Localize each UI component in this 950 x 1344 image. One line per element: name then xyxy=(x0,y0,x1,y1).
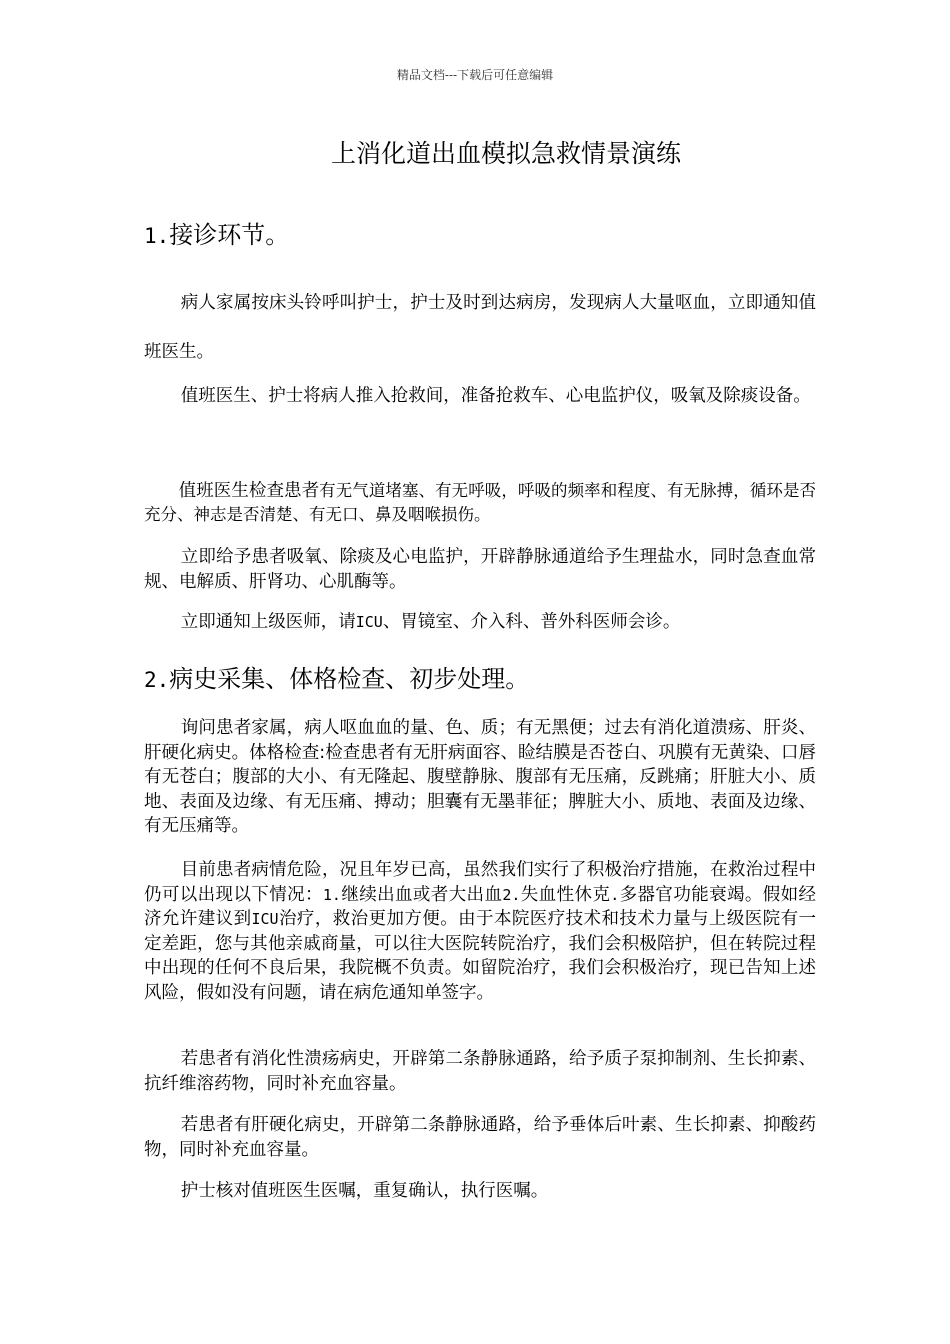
section-2-paragraph-4: 若患者有肝硬化病史，开辟第二条静脉通路，给予垂体后叶素、生长抑素、抑酸药物，同时补充血容量。 xyxy=(144,1115,816,1160)
section-1-paragraph-4: 立即给予患者吸氧、除痰及心电监护，开辟静脉通道给予生理盐水，同时急查血常规、电解质、肝肾功、心肌酶等。 xyxy=(144,547,816,592)
section-1-paragraph-1: 病人家属按床头铃呼叫护士，护士及时到达病房，发现病人大量呕血，立即通知值班医生。 xyxy=(144,293,816,362)
section-1-paragraph-5: 立即通知上级医师，请ICU、胃镜室、介入科、普外科医师会诊。 xyxy=(180,612,681,632)
section-2-paragraph-5: 护士核对值班医生医嘱，重复确认，执行医嘱。 xyxy=(180,1181,549,1201)
paragraph-lead: 值班医生检查患者 xyxy=(178,481,320,501)
section-1-title: 接诊环节。 xyxy=(169,221,290,249)
section-2-heading xyxy=(144,659,816,694)
section-2-paragraph-3: 若患者有消化性溃疡病史，开辟第二条静脉通路，给予质子泵抑制剂、生长抑素、抗纤维溶药物，同时补充血容量。 xyxy=(144,1049,816,1094)
document-title: 上消化道出血模拟急救情景演练 xyxy=(330,139,681,168)
section-1-heading xyxy=(144,215,816,250)
section-2-paragraph-1: 询问患者家属，病人呕血血的量、色、质；有无黑便；过去有消化道溃疡、肝炎、肝硬化病史。体格检查:检查患者有无肝病面容、睑结膜是否苍白、巩膜有无黄染、口唇有无苍白；腹部的大小、有无隆起、腹壁静脉、腹部有无压痛，反跳痛；肝脏大小、质地、表面及边缘、有无压痛、搏动；胆囊有无墨菲征；脾脏大小、质地、表面及边缘、有无压痛等。 xyxy=(144,718,816,836)
section-2-paragraph-2: 目前患者病情危险，况且年岁已高，虽然我们实行了积极治疗措施，在救治过程中仍可以出现以下情况：1.继续出血或者大出血2.失血性休克.多器官功能衰竭。假如经济允许建议到ICU治疗，救治更加方便。由于本院医疗技术和技术力量与上级医院有一定差距，您与其他亲戚商量，可以往大医院转院治疗，我们会积极陪护，但在转院过程中出现的任何不良后果，我院概不负责。如留院治疗，我们会积极治疗，现已告知上述风险，假如没有问题，请在病危通知单签字。 xyxy=(144,860,817,1003)
section-1-paragraph-3 xyxy=(144,479,816,527)
section-2-title: 病史采集、体格检查、初步处理。 xyxy=(169,665,530,693)
section-2-number: 2. xyxy=(144,668,170,692)
paragraph-rest: 有无气道堵塞、有无呼吸，呼吸的频率和程度、有无脉搏，循环是否充分、神志是否清楚、有无口、鼻及咽喉损伤。 xyxy=(144,481,817,524)
header-note: 精品文档---下载后可任意编辑 xyxy=(396,68,554,82)
icu-abbrev: ICU xyxy=(355,613,383,631)
section-1-paragraph-2: 值班医生、护士将病人推入抢救间，准备抢救车、心电监护仪，吸氧及除痰设备。 xyxy=(180,386,811,406)
section-1-number: 1. xyxy=(144,224,170,248)
